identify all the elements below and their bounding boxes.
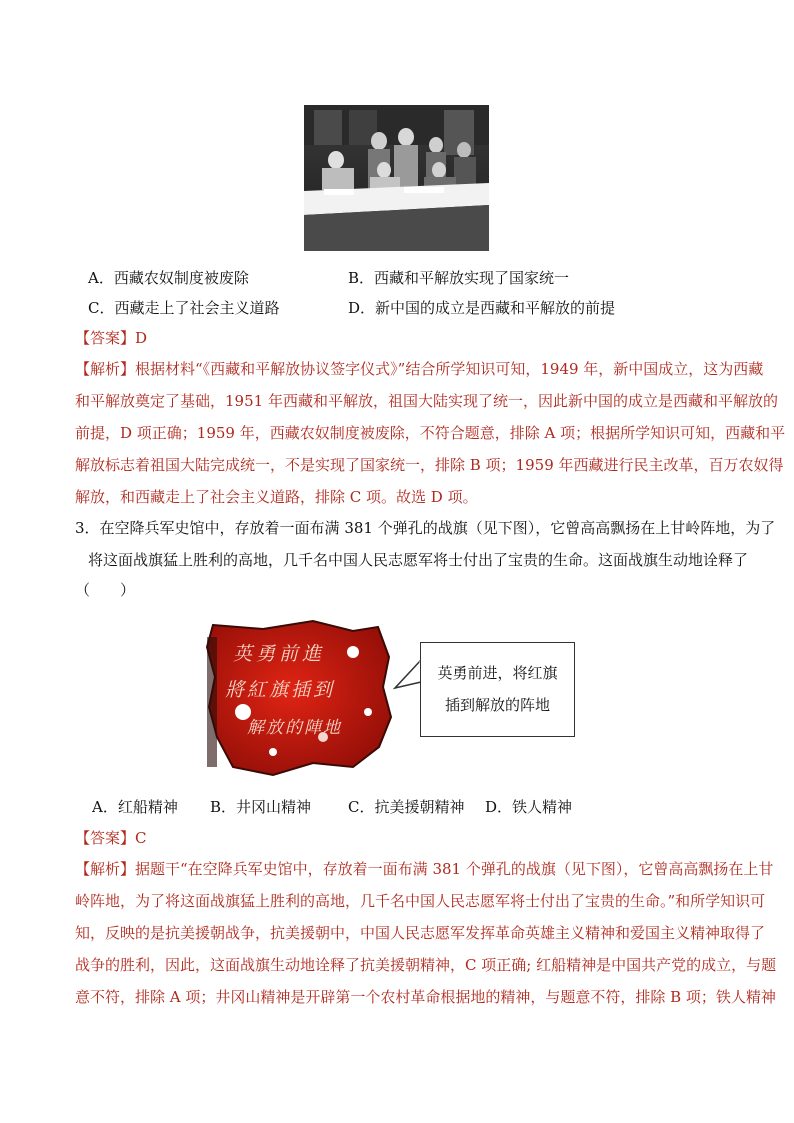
q2-analysis-line-4: 解放标志着祖国大陆完成统一，不是实现了国家统一，排除 B 项；1959 年西藏进行民主改革，百万农奴得 bbox=[75, 456, 784, 474]
flag-text-line-1: 英勇前進 bbox=[233, 643, 326, 665]
q3-analysis-text: 据题干“在空降兵军史馆中，存放着一面布满 381 个弹孔的战旗（见下图），它曾高高飘扬在上甘 bbox=[135, 860, 774, 878]
q2-analysis-line-1 bbox=[75, 359, 763, 379]
q2-analysis-line-3: 前提，D 项正确；1959 年，西藏农奴制度被废除，不符合题意，排除 A 项；根据所学知识可知，西藏和平 bbox=[75, 424, 786, 442]
q3-option-b: B．井冈山精神 bbox=[210, 798, 312, 816]
q2-option-a: A．西藏农奴制度被废除 bbox=[88, 269, 249, 287]
q2-analysis-label: 【解析】 bbox=[75, 360, 136, 378]
q3-stem-line-1: 3．在空降兵军史馆中，存放着一面布满 381 个弹孔的战旗（见下图），它曾高高飘扬在上甘岭阵地，为了 bbox=[75, 519, 776, 537]
q3-option-a: A．红船精神 bbox=[92, 798, 178, 816]
q2-analysis-line-2: 和平解放奠定了基础，1951 年西藏和平解放，祖国大陆实现了统一，因此新中国的成立是西藏和平解放的 bbox=[75, 392, 778, 410]
q2-answer bbox=[75, 328, 147, 348]
callout-line-2: 插到解放的阵地 bbox=[444, 696, 550, 714]
q3-answer-value: C bbox=[135, 829, 147, 847]
q2-option-c: C．西藏走上了社会主义道路 bbox=[88, 299, 280, 317]
q3-option-d: D．铁人精神 bbox=[485, 798, 573, 816]
q3-analysis-label: 【解析】 bbox=[75, 860, 136, 878]
flag-text-line-3: 解放的陣地 bbox=[247, 718, 342, 738]
q3-answer bbox=[75, 828, 147, 848]
q3-analysis-line-1 bbox=[75, 859, 773, 879]
battle-flag-image bbox=[203, 617, 395, 779]
q3-analysis-line-4: 战争的胜利，因此，这面战旗生动地诠释了抗美援朝精神，C 项正确; 红船精神是中国共产党的成立，与题 bbox=[75, 956, 777, 974]
q2-answer-label: 【答案】 bbox=[75, 329, 136, 347]
q2-answer-value: D bbox=[135, 329, 148, 347]
q3-analysis-line-2: 岭阵地，为了将这面战旗猛上胜利的高地，几千名中国人民志愿军将士付出了宝贵的生命。”和所学知识可 bbox=[75, 892, 766, 910]
q2-option-d: D．新中国的成立是西藏和平解放的前提 bbox=[348, 299, 616, 317]
flag-callout-box bbox=[420, 642, 575, 737]
callout-line-1: 英勇前进，将红旗 bbox=[437, 664, 558, 682]
flag-text-line-2: 將紅旗插到 bbox=[225, 679, 336, 701]
q3-option-c: C．抗美援朝精神 bbox=[348, 798, 465, 816]
q2-option-b: B．西藏和平解放实现了国家统一 bbox=[348, 269, 570, 287]
q3-analysis-line-3: 知，反映的是抗美援朝战争，抗美援朝中，中国人民志愿军发挥革命英雄主义精神和爱国主义精神取得了 bbox=[75, 924, 766, 942]
q3-stem-line-2: 将这面战旗猛上胜利的高地，几千名中国人民志愿军将士付出了宝贵的生命。这面战旗生动地诠释了 bbox=[88, 551, 749, 569]
signing-ceremony-photo bbox=[304, 105, 489, 251]
q3-analysis-line-5: 意不符，排除 A 项；井冈山精神是开辟第一个农村革命根据地的精神，与题意不符，排除 B 项；铁人精神 bbox=[75, 988, 776, 1006]
q2-analysis-text: 根据材料“《西藏和平解放协议签字仪式》”结合所学知识可知，1949 年，新中国成立，这为西藏 bbox=[135, 360, 764, 378]
q3-answer-label: 【答案】 bbox=[75, 829, 136, 847]
callout-pointer bbox=[393, 660, 423, 700]
q3-stem-line-3: （ ） bbox=[75, 581, 136, 599]
q2-analysis-line-5: 解放，和西藏走上了社会主义道路，排除 C 项。故选 D 项。 bbox=[75, 488, 478, 506]
